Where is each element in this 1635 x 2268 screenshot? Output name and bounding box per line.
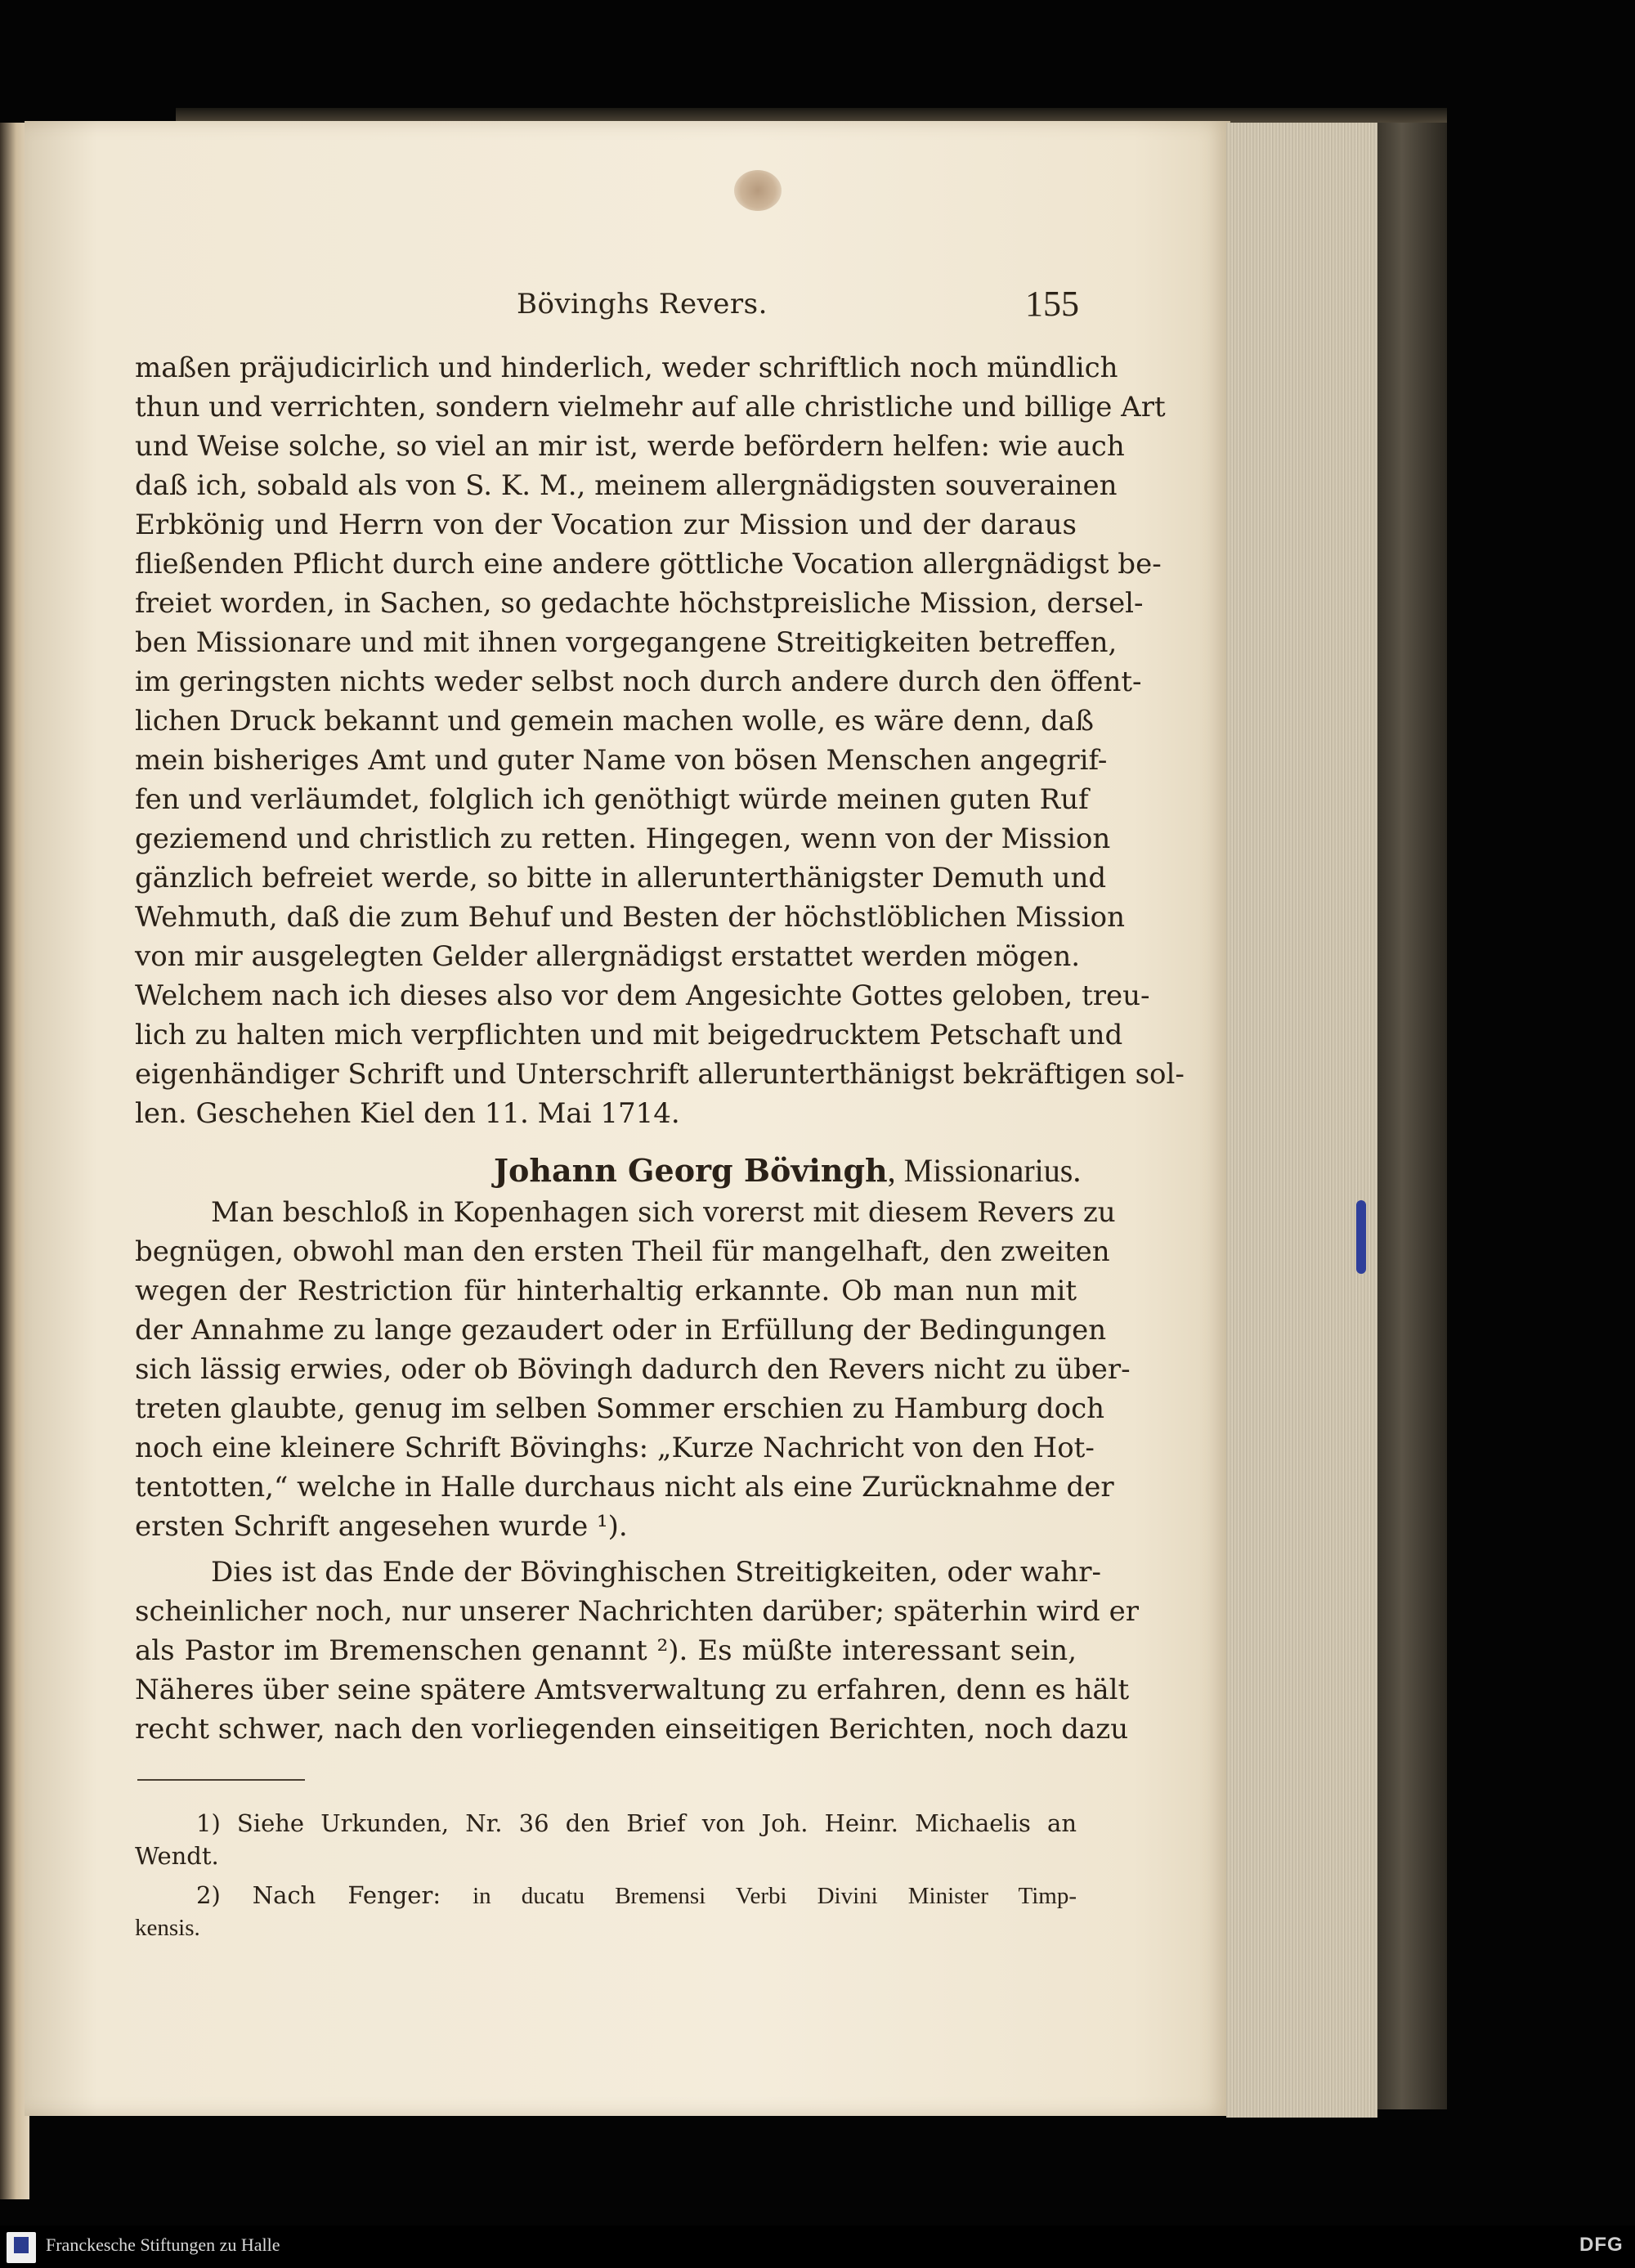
text-line: ben Missionare und mit ihnen vorgegangene Streitigkeiten betreffen, bbox=[135, 626, 1118, 659]
text-line: und Weise solche, so viel an mir ist, werde befördern helfen: wie auch bbox=[135, 430, 1125, 463]
text-line: geziemend und christlich zu retten. Hingegen, wenn von der Mission bbox=[135, 822, 1111, 855]
footer-owner[interactable]: Franckesche Stiftungen zu Halle bbox=[46, 2234, 280, 2255]
text-line: Welchem nach ich dieses also vor dem Angesichte Gottes geloben, treu- bbox=[135, 979, 1150, 1012]
running-header: Bövinghs Revers. bbox=[517, 288, 768, 320]
text-line: ersten Schrift angesehen wurde ¹). bbox=[135, 1510, 628, 1543]
text-line: begnügen, obwohl man den ersten Theil für mangelhaft, den zweiten bbox=[135, 1235, 1110, 1268]
text-line: Näheres über seine spätere Amtsverwaltung zu erfahren, denn es hält bbox=[135, 1674, 1130, 1706]
text-line: treten glaubte, genug im selben Sommer erschien zu Hamburg doch bbox=[135, 1392, 1105, 1425]
footnote-line: kensis. bbox=[135, 1915, 200, 1941]
signature-name: Johann Georg Bövingh bbox=[494, 1152, 888, 1189]
text-line: lichen Druck bekannt und gemein machen wolle, es wäre denn, daß bbox=[135, 705, 1094, 737]
text-line: Wehmuth, daß die zum Behuf und Besten der höchstlöblichen Mission bbox=[135, 901, 1126, 934]
book-binding bbox=[1377, 123, 1447, 2109]
text-line: Man beschloß in Kopenhagen sich vorerst mit diesem Revers zu bbox=[211, 1196, 1116, 1229]
text-line: maßen präjudicirlich und hinderlich, weder schriftlich noch mündlich bbox=[135, 352, 1118, 384]
footnote-line: Wendt. bbox=[135, 1842, 219, 1870]
text-line: scheinlicher noch, nur unserer Nachrichten darüber; späterhin wird er bbox=[135, 1595, 1140, 1628]
text-line: Dies ist das Ende der Bövinghischen Streitigkeiten, oder wahr- bbox=[211, 1556, 1101, 1589]
text-line: lich zu halten mich verpflichten und mit beigedrucktem Petschaft und bbox=[135, 1019, 1123, 1051]
page-block-edges bbox=[1226, 123, 1377, 2118]
signature-role: , Missionarius. bbox=[887, 1152, 1082, 1189]
text-line: tentotten,“ welche in Halle durchaus nicht als eine Zurücknahme der bbox=[135, 1471, 1114, 1504]
footnote-line: 1) Siehe Urkunden, Nr. 36 den Brief von Joh. Heinr. Michaelis an bbox=[196, 1809, 1077, 1837]
institution-logo-icon[interactable] bbox=[7, 2232, 36, 2263]
text-line: wegen der Restriction für hinterhaltig erkannte. Ob man nun mit bbox=[135, 1275, 1077, 1307]
text-line: len. Geschehen Kiel den 11. Mai 1714. bbox=[135, 1097, 680, 1130]
text-line: fließenden Pflicht durch eine andere göttliche Vocation allergnädigst be- bbox=[135, 548, 1162, 580]
text-line: der Annahme zu lange gezaudert oder in Erfüllung der Bedingungen bbox=[135, 1314, 1107, 1347]
text-line: eigenhändiger Schrift und Unterschrift allerunterthänigst bekräftigen sol- bbox=[135, 1058, 1185, 1091]
footer-dfg-logo[interactable]: DFG bbox=[1579, 2234, 1624, 2256]
bookmark-ribbon bbox=[1356, 1200, 1366, 1274]
text-line: von mir ausgelegten Gelder allergnädigst erstattet werden mögen. bbox=[135, 940, 1081, 973]
footnote-line bbox=[196, 1879, 1077, 1912]
signature-line bbox=[494, 1151, 1081, 1190]
text-line: gänzlich befreiet werde, so bitte in allerunterthänigster Demuth und bbox=[135, 862, 1107, 894]
text-line: im geringsten nichts weder selbst noch durch andere durch den öffent- bbox=[135, 666, 1142, 698]
paper-stain bbox=[734, 170, 782, 211]
page-number: 155 bbox=[1025, 284, 1079, 324]
text-line: Erbkönig und Herrn von der Vocation zur Mission und der daraus bbox=[135, 509, 1077, 541]
text-line: thun und verrichten, sondern vielmehr auf alle christliche und billige Art bbox=[135, 391, 1166, 424]
footnote-divider bbox=[137, 1779, 305, 1781]
text-line: freiet worden, in Sachen, so gedachte höchstpreisliche Mission, dersel- bbox=[135, 587, 1144, 620]
text-line: noch eine kleinere Schrift Bövinghs: „Kurze Nachricht von den Hot- bbox=[135, 1432, 1095, 1464]
text-line: daß ich, sobald als von S. K. M., meinem allergnädigsten souverainen bbox=[135, 469, 1118, 502]
footnote-prefix: 2) Nach Fenger: bbox=[196, 1881, 473, 1909]
text-line: recht schwer, nach den vorliegenden einseitigen Berichten, noch dazu bbox=[135, 1713, 1129, 1746]
text-line: mein bisheriges Amt und guter Name von bösen Menschen angegrif- bbox=[135, 744, 1108, 777]
text-line: sich lässig erwies, oder ob Bövingh dadurch den Revers nicht zu über- bbox=[135, 1353, 1131, 1386]
footnote-latin: in ducatu Bremensi Verbi Divini Minister Timp- bbox=[473, 1883, 1077, 1909]
text-line: als Pastor im Bremenschen genannt ²). Es müßte interessant sein, bbox=[135, 1634, 1077, 1667]
text-line: fen und verläumdet, folglich ich genöthigt würde meinen guten Ruf bbox=[135, 783, 1089, 816]
